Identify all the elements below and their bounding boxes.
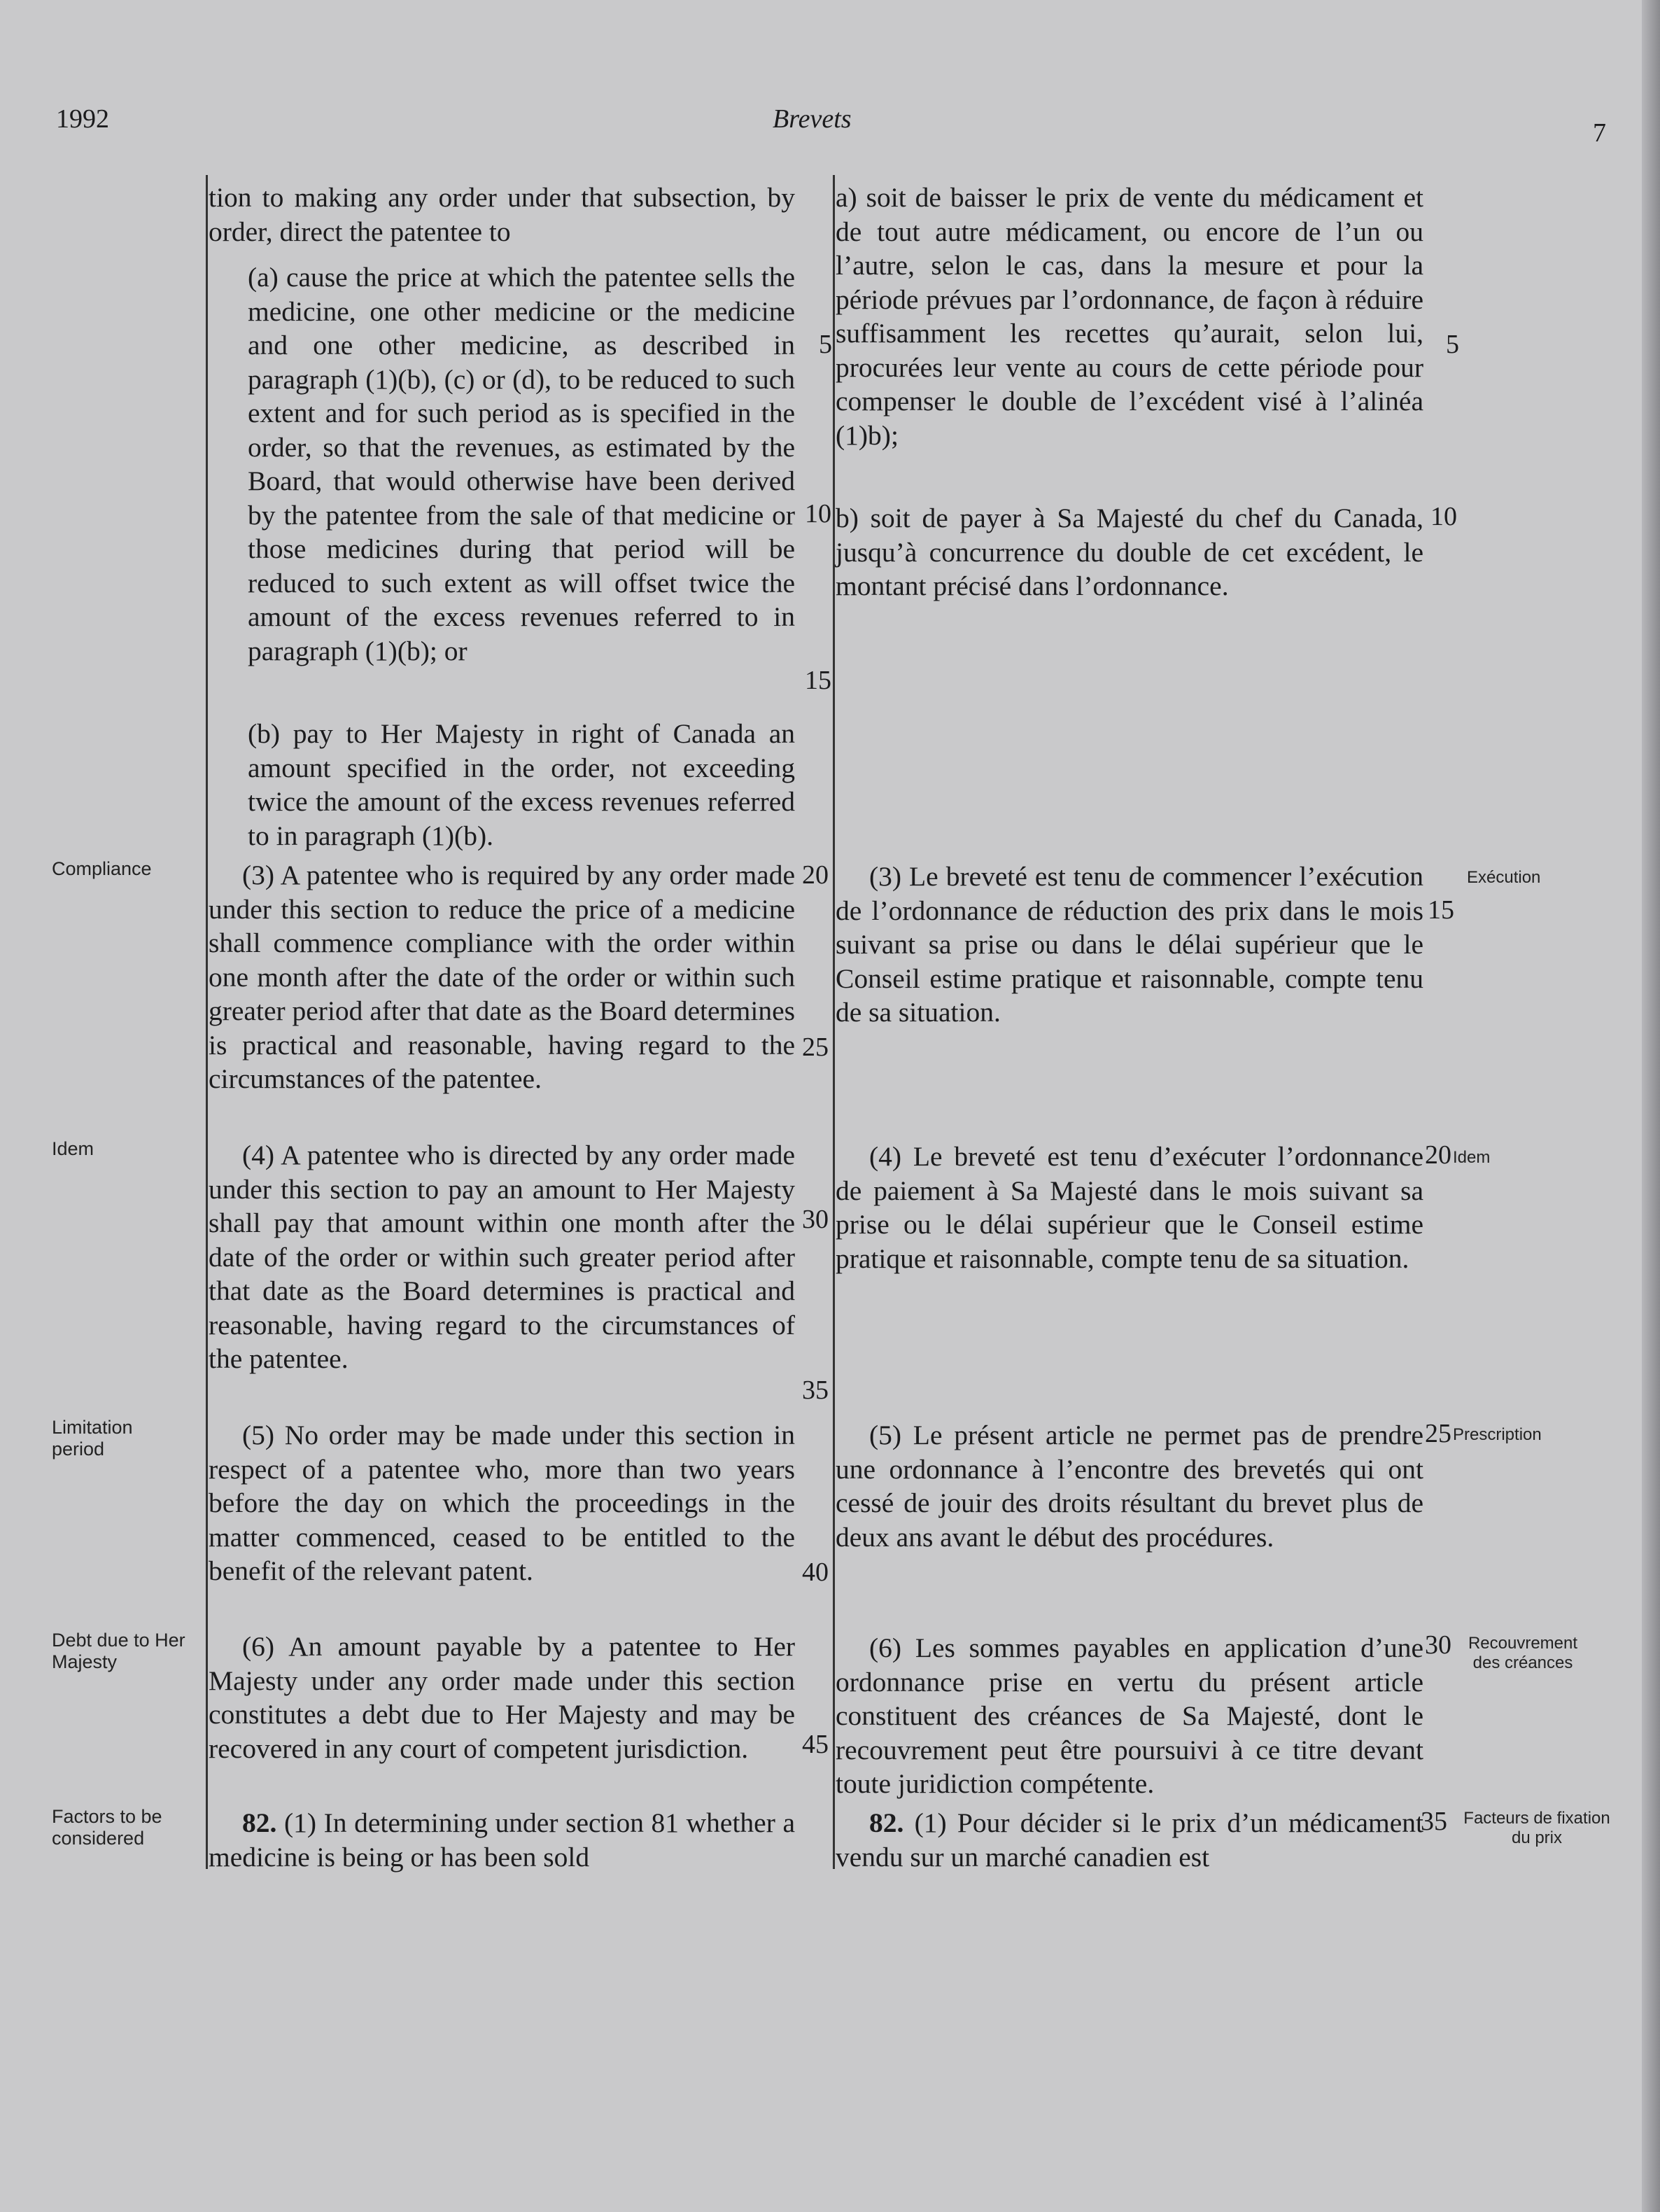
fr-line-number: 15 bbox=[1428, 895, 1454, 925]
page-edge-shadow bbox=[1642, 0, 1660, 2212]
fr-line-number: 20 bbox=[1425, 1140, 1451, 1170]
fr-para-a-text: a) soit de baisser le prix de vente du médicament et de tout autre médicament, ou encore de l’un ou l’autre, selon le cas, dans la mesure et pour la période prévues par l’ordonnance, de façon à réduire suffisamment les recettes qu’aurait, selon lui, procurées leur vente au cours de cette période pour compenser le double de l’excédent visé à l’alinéa (1)b); bbox=[836, 182, 1423, 451]
margin-note-prescription: Prescription bbox=[1453, 1425, 1542, 1444]
fr-line-number: 10 bbox=[1430, 502, 1457, 531]
en-line-number: 35 bbox=[802, 1376, 829, 1405]
fr-subsection-5 bbox=[836, 1418, 1423, 1554]
en-line-number: 5 bbox=[819, 330, 832, 359]
header-year: 1992 bbox=[56, 104, 109, 134]
en-s3-text: (3) A patentee who is required by any order made under this section to reduce the price of a medicine shall commence compliance with the order within one month after the date of the order or within such greater period after that date as the Board determines is practical and reasonable, having regard to the circumstances of the patentee. bbox=[209, 860, 795, 1094]
margin-note-recouvrement: Recouvrement des créances bbox=[1468, 1634, 1578, 1672]
fr-subsection-4 bbox=[836, 1140, 1423, 1275]
margin-note-compliance: Compliance bbox=[52, 858, 152, 879]
header-title: Brevets bbox=[773, 104, 852, 134]
fr-s6-text: (6) Les sommes payables en application d’une ordonnance prise en vertu du présent article constituent des créances de Sa Majesté, dont le recouvrement peut être poursuivi à ce titre devant toute juridiction compétente. bbox=[836, 1632, 1423, 1799]
en-line-number: 40 bbox=[802, 1558, 829, 1587]
en-line-number: 45 bbox=[802, 1730, 829, 1759]
en-para-b-text: (b) pay to Her Majesty in right of Canada an amount specified in the order, not exceeding twice the amount of the excess revenues referred to in paragraph (1)(b). bbox=[248, 718, 795, 851]
en-line-number: 15 bbox=[805, 666, 831, 695]
en-para-a bbox=[248, 260, 795, 668]
en-s82-text: (1) In determining under section 81 whether a medicine is being or has been sold bbox=[209, 1807, 795, 1872]
english-intro-block bbox=[209, 181, 795, 248]
en-subsection-5 bbox=[209, 1418, 795, 1588]
margin-note-execution: Exécution bbox=[1467, 868, 1541, 887]
en-line-number: 30 bbox=[802, 1205, 829, 1234]
fr-section-82 bbox=[836, 1806, 1423, 1874]
margin-note-debt-due: Debt due to Her Majesty bbox=[52, 1630, 185, 1672]
en-section-82 bbox=[209, 1806, 795, 1874]
fr-line-number: 25 bbox=[1425, 1419, 1451, 1448]
fr-s4-text: (4) Le breveté est tenu d’exécuter l’ordonnance de paiement à Sa Majesté dans le mois suivant sa prise ou le délai supérieur que le Conseil estime pratique et raisonnable, compte tenu de sa situation. bbox=[836, 1141, 1423, 1274]
en-s6-text: (6) An amount payable by a patentee to Her Majesty under any order made under this section constitutes a debt due to Her Majesty and may be recovered in any court of competent jurisdiction. bbox=[209, 1631, 795, 1764]
middle-column-rule bbox=[833, 175, 835, 1869]
margin-note-facteurs: Facteurs de fixation du prix bbox=[1463, 1809, 1610, 1847]
en-s4-text: (4) A patentee who is directed by any order made under this section to pay an amount to Her Majesty shall pay that amount within one month after the date of the order or within such greater period after that date as the Board determines is practical and reasonable, having regard to the circumstances of the patentee. bbox=[209, 1140, 795, 1374]
fr-s82-text: (1) Pour décider si le prix d’un médicament vendu sur un marché canadien est bbox=[836, 1807, 1423, 1872]
en-line-number: 20 bbox=[802, 860, 829, 890]
en-subsection-4 bbox=[209, 1138, 795, 1376]
margin-note-idem: Idem bbox=[52, 1138, 94, 1159]
fr-line-number: 35 bbox=[1421, 1807, 1447, 1836]
fr-s82-number: 82. bbox=[869, 1807, 904, 1838]
fr-line-number: 5 bbox=[1446, 330, 1459, 359]
en-subsection-6 bbox=[209, 1630, 795, 1765]
margin-note-limitation-period: Limitation period bbox=[52, 1417, 133, 1460]
fr-para-b-text: b) soit de payer à Sa Majesté du chef du Canada, jusqu’à concurrence du double de cet excédent, le montant précisé dans l’ordonnance. bbox=[836, 503, 1423, 601]
page-number: 7 bbox=[1593, 118, 1606, 148]
en-line-number: 25 bbox=[802, 1032, 829, 1062]
en-intro-text: tion to making any order under that subsection, by order, direct the patentee to bbox=[209, 182, 795, 247]
left-column-rule bbox=[206, 175, 208, 1869]
margin-note-idem-fr: Idem bbox=[1453, 1148, 1491, 1167]
en-line-number: 10 bbox=[805, 499, 831, 528]
fr-s5-text: (5) Le présent article ne permet pas de prendre une ordonnance à l’encontre des brevetés qui ont cessé de jouir des droits résultant du brevet plus de deux ans avant le début des procédures. bbox=[836, 1420, 1423, 1553]
en-para-b bbox=[248, 717, 795, 853]
fr-subsection-6 bbox=[836, 1631, 1423, 1801]
en-s82-number: 82. bbox=[242, 1807, 277, 1838]
en-subsection-3 bbox=[209, 858, 795, 1096]
en-para-a-text: (a) cause the price at which the patentee sells the medicine, one other medicine or the medicine and one other medicine, as described in paragraph (1)(b), (c) or (d), to be reduced to such extent and for such period as is specified in the order, so that the revenues, as estimated by the Board, that would otherwise have been derived by the patentee from the sale of that medicine or those medicines during that period will be reduced to such extent as will offset twice the amount of the excess revenues referred to in paragraph (1)(b); or bbox=[248, 262, 795, 666]
fr-para-a bbox=[836, 181, 1423, 452]
fr-subsection-3 bbox=[836, 860, 1423, 1030]
fr-s3-text: (3) Le breveté est tenu de commencer l’exécution de l’ordonnance de réduction des prix dans le mois suivant sa prise ou dans le délai supérieur que le Conseil estime pratique et raisonnable, compte tenu de sa situation. bbox=[836, 861, 1423, 1028]
fr-para-b bbox=[836, 501, 1423, 603]
margin-note-factors: Factors to be considered bbox=[52, 1806, 162, 1849]
fr-line-number: 30 bbox=[1425, 1630, 1451, 1660]
en-s5-text: (5) No order may be made under this section in respect of a patentee who, more than two years before the day on which the proceedings in the matter commenced, ceased to be entitled to the benefit of the relevant patent. bbox=[209, 1420, 795, 1586]
